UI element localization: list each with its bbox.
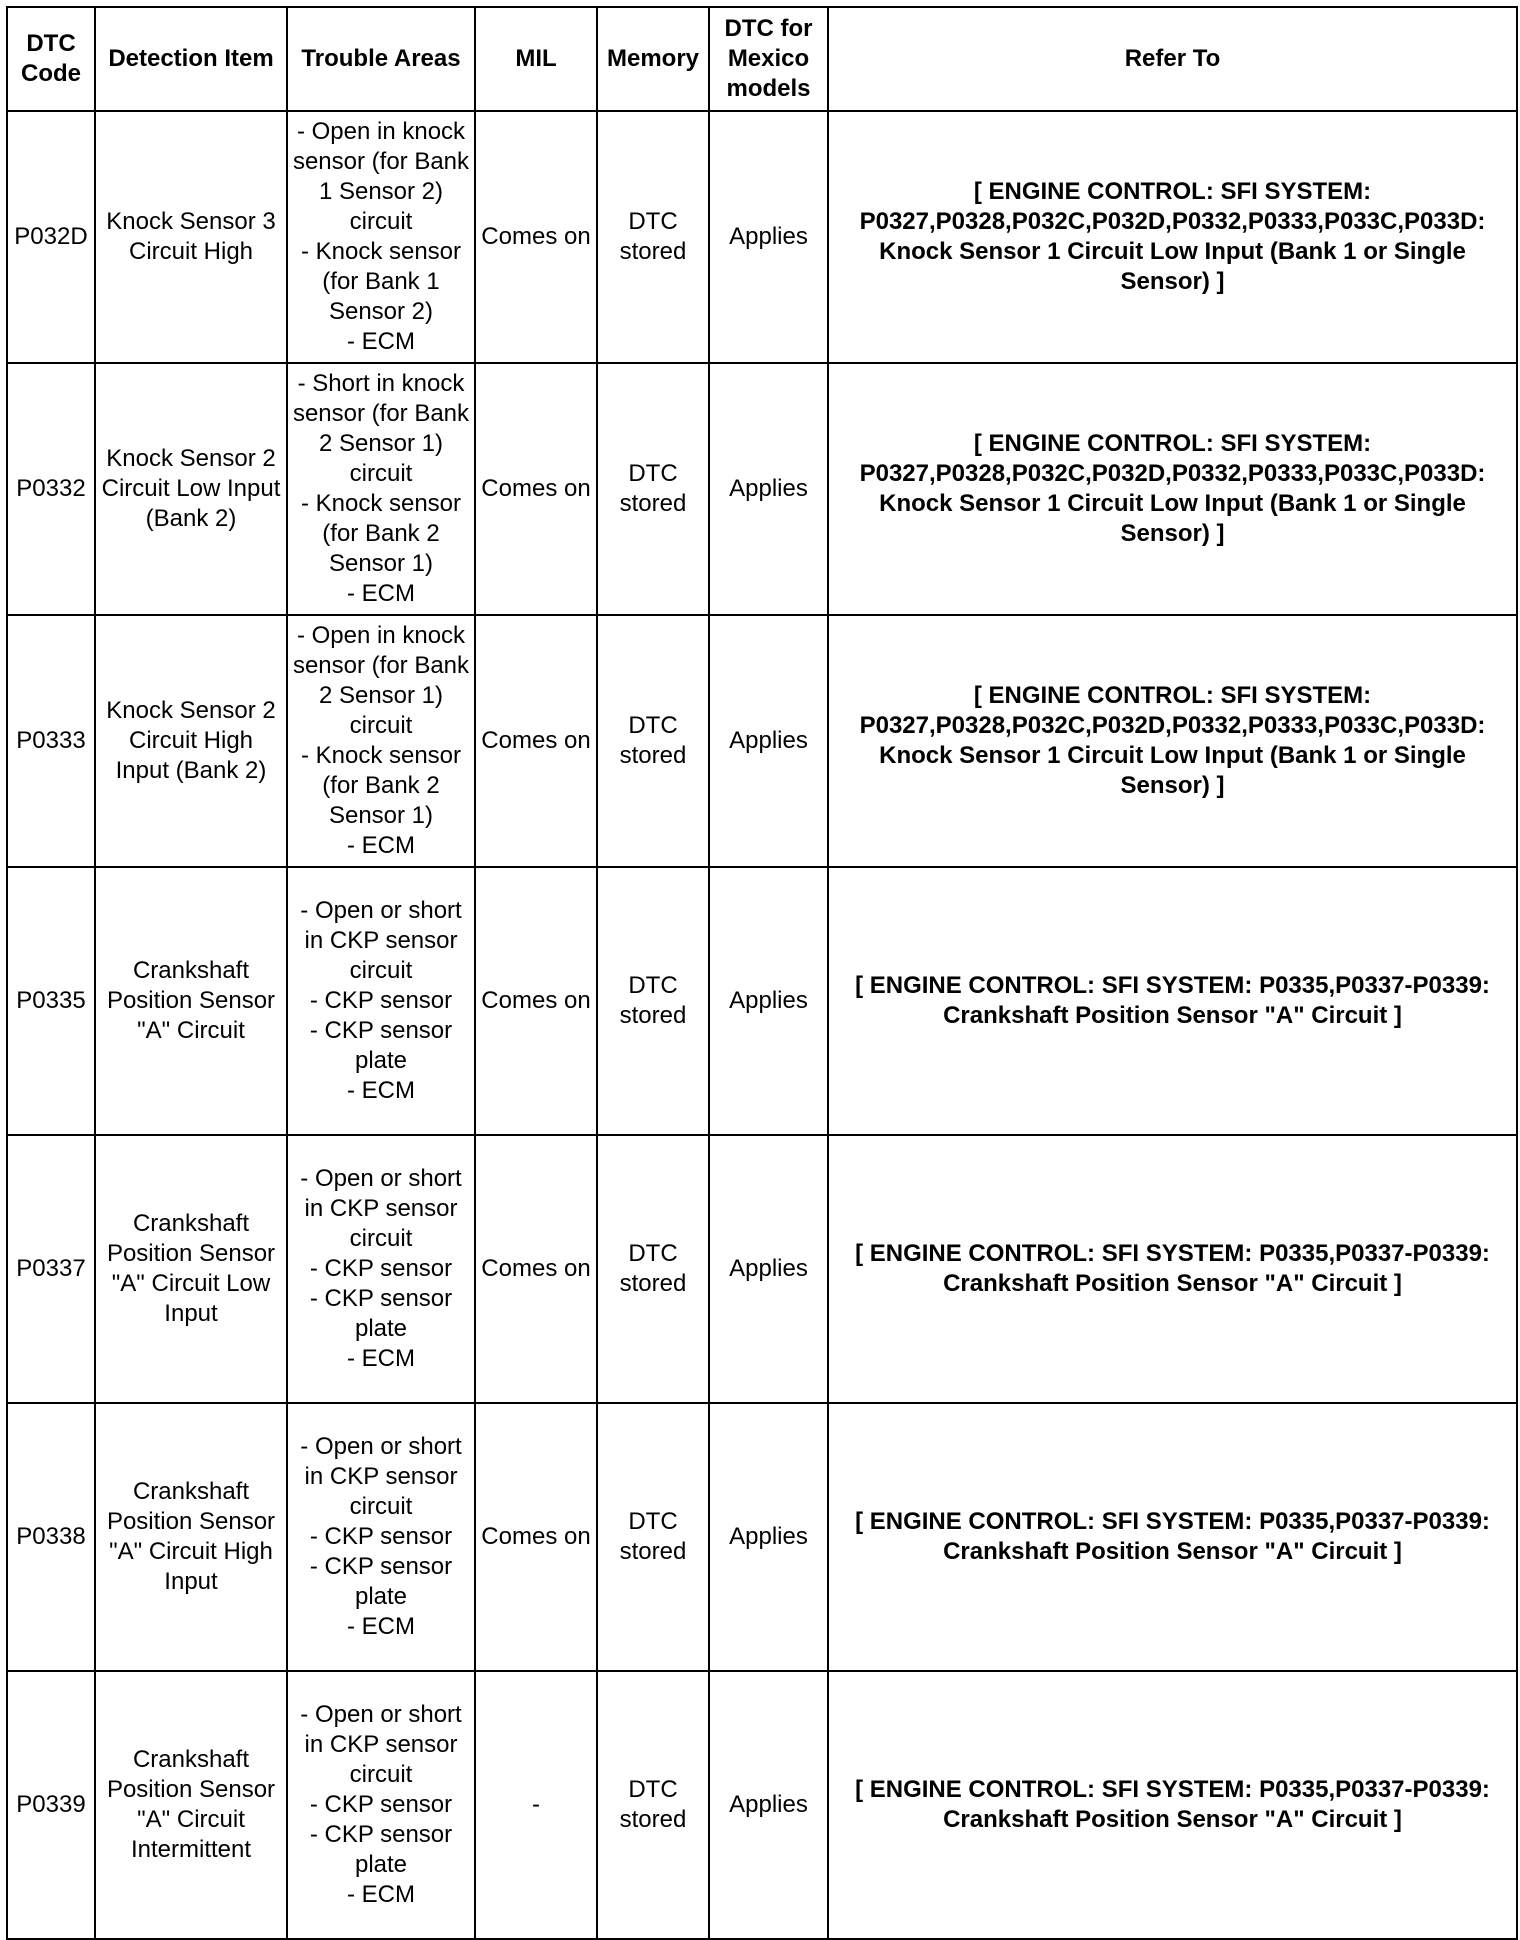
header-memory: Memory <box>597 7 709 111</box>
trouble-area-line: - Knock sensor (for Bank 1 Sensor 2) <box>300 238 462 325</box>
trouble-area-line: - Knock sensor (for Bank 2 Sensor 1) <box>300 742 462 829</box>
trouble-area-line: - CKP sensor plate <box>309 1553 453 1610</box>
dtc-code-cell: P0335 <box>7 867 95 1135</box>
header-row <box>7 7 1517 111</box>
trouble-area-line: - ECM <box>347 1613 415 1640</box>
trouble-areas-cell <box>287 1671 475 1939</box>
trouble-area-line: - Open in knock sensor (for Bank 2 Sensor 1) circuit <box>292 622 470 739</box>
memory-cell: DTC stored <box>597 615 709 867</box>
trouble-area-line: - Open or short in CKP sensor circuit <box>300 1433 462 1520</box>
trouble-area-line: - ECM <box>347 1881 415 1908</box>
mil-cell: Comes on <box>475 867 597 1135</box>
mil-cell: Comes on <box>475 363 597 615</box>
table-row <box>7 867 1517 1135</box>
table-row <box>7 1135 1517 1403</box>
header-mexico-models: DTC for Mexico models <box>709 7 828 111</box>
memory-cell: DTC stored <box>597 363 709 615</box>
table-row <box>7 363 1517 615</box>
header-trouble-areas: Trouble Areas <box>287 7 475 111</box>
refer-to-link[interactable]: [ ENGINE CONTROL: SFI SYSTEM: P0335,P0337-P0339: Crankshaft Position Sensor "A" Circuit ] <box>828 867 1517 1135</box>
memory-cell: DTC stored <box>597 1403 709 1671</box>
table-row <box>7 615 1517 867</box>
trouble-area-line: - CKP sensor <box>309 1255 453 1282</box>
dtc-code-cell: P032D <box>7 111 95 363</box>
mexico-models-cell: Applies <box>709 1135 828 1403</box>
dtc-code-cell: P0337 <box>7 1135 95 1403</box>
trouble-areas-cell <box>287 111 475 363</box>
memory-cell: DTC stored <box>597 867 709 1135</box>
detection-item-cell: Crankshaft Position Sensor "A" Circuit <box>95 867 287 1135</box>
detection-item-cell: Crankshaft Position Sensor "A" Circuit High Input <box>95 1403 287 1671</box>
refer-to-link[interactable]: [ ENGINE CONTROL: SFI SYSTEM: P0327,P0328,P032C,P032D,P0332,P0333,P033C,P033D: Knock Sensor 1 Circuit Low Input (Bank 1 or Single Sensor) ] <box>828 363 1517 615</box>
trouble-areas-cell <box>287 363 475 615</box>
dtc-code-cell: P0339 <box>7 1671 95 1939</box>
trouble-area-line: - Open or short in CKP sensor circuit <box>300 1701 462 1788</box>
mexico-models-cell: Applies <box>709 111 828 363</box>
trouble-area-line: - ECM <box>347 580 415 607</box>
table-header <box>7 7 1517 111</box>
trouble-area-line: - CKP sensor <box>309 987 453 1014</box>
mexico-models-cell: Applies <box>709 615 828 867</box>
trouble-areas-cell <box>287 867 475 1135</box>
detection-item-cell: Knock Sensor 2 Circuit Low Input (Bank 2) <box>95 363 287 615</box>
mil-cell: Comes on <box>475 111 597 363</box>
header-detection-item: Detection Item <box>95 7 287 111</box>
dtc-table <box>6 6 1518 1940</box>
mil-cell: Comes on <box>475 1135 597 1403</box>
trouble-area-line: - Open or short in CKP sensor circuit <box>300 897 462 984</box>
trouble-area-line: - Short in knock sensor (for Bank 2 Sensor 1) circuit <box>292 370 470 487</box>
table-body <box>7 111 1517 1939</box>
table-row <box>7 1403 1517 1671</box>
trouble-area-line: - CKP sensor <box>309 1523 453 1550</box>
trouble-area-line: - CKP sensor plate <box>309 1285 453 1342</box>
trouble-area-line: - ECM <box>347 1077 415 1104</box>
refer-to-link[interactable]: [ ENGINE CONTROL: SFI SYSTEM: P0335,P0337-P0339: Crankshaft Position Sensor "A" Circuit ] <box>828 1135 1517 1403</box>
table-row <box>7 111 1517 363</box>
trouble-areas-cell <box>287 1403 475 1671</box>
detection-item-cell: Knock Sensor 3 Circuit High <box>95 111 287 363</box>
mexico-models-cell: Applies <box>709 1403 828 1671</box>
trouble-area-line: - ECM <box>347 832 415 859</box>
mexico-models-cell: Applies <box>709 867 828 1135</box>
trouble-area-line: - CKP sensor <box>309 1791 453 1818</box>
detection-item-cell: Crankshaft Position Sensor "A" Circuit Intermittent <box>95 1671 287 1939</box>
dtc-code-cell: P0333 <box>7 615 95 867</box>
refer-to-link[interactable]: [ ENGINE CONTROL: SFI SYSTEM: P0327,P0328,P032C,P032D,P0332,P0333,P033C,P033D: Knock Sensor 1 Circuit Low Input (Bank 1 or Single Sensor) ] <box>828 615 1517 867</box>
mil-cell: Comes on <box>475 615 597 867</box>
trouble-area-line: - CKP sensor plate <box>309 1017 453 1074</box>
detection-item-cell: Knock Sensor 2 Circuit High Input (Bank 2) <box>95 615 287 867</box>
refer-to-link[interactable]: [ ENGINE CONTROL: SFI SYSTEM: P0327,P0328,P032C,P032D,P0332,P0333,P033C,P033D: Knock Sensor 1 Circuit Low Input (Bank 1 or Single Sensor) ] <box>828 111 1517 363</box>
mexico-models-cell: Applies <box>709 1671 828 1939</box>
table-row <box>7 1671 1517 1939</box>
trouble-areas-cell <box>287 1135 475 1403</box>
trouble-areas-cell <box>287 615 475 867</box>
trouble-area-line: - ECM <box>347 328 415 355</box>
mexico-models-cell: Applies <box>709 363 828 615</box>
refer-to-link[interactable]: [ ENGINE CONTROL: SFI SYSTEM: P0335,P0337-P0339: Crankshaft Position Sensor "A" Circuit ] <box>828 1403 1517 1671</box>
header-refer-to: Refer To <box>828 7 1517 111</box>
detection-item-cell: Crankshaft Position Sensor "A" Circuit Low Input <box>95 1135 287 1403</box>
memory-cell: DTC stored <box>597 1671 709 1939</box>
header-mil: MIL <box>475 7 597 111</box>
dtc-code-cell: P0338 <box>7 1403 95 1671</box>
trouble-area-line: - Open or short in CKP sensor circuit <box>300 1165 462 1252</box>
trouble-area-line: - Knock sensor (for Bank 2 Sensor 1) <box>300 490 462 577</box>
trouble-area-line: - CKP sensor plate <box>309 1821 453 1878</box>
mil-cell: Comes on <box>475 1403 597 1671</box>
mil-cell: - <box>475 1671 597 1939</box>
header-dtc-code: DTC Code <box>7 7 95 111</box>
refer-to-link[interactable]: [ ENGINE CONTROL: SFI SYSTEM: P0335,P0337-P0339: Crankshaft Position Sensor "A" Circuit ] <box>828 1671 1517 1939</box>
memory-cell: DTC stored <box>597 1135 709 1403</box>
dtc-code-cell: P0332 <box>7 363 95 615</box>
trouble-area-line: - Open in knock sensor (for Bank 1 Sensor 2) circuit <box>292 118 470 235</box>
trouble-area-line: - ECM <box>347 1345 415 1372</box>
memory-cell: DTC stored <box>597 111 709 363</box>
